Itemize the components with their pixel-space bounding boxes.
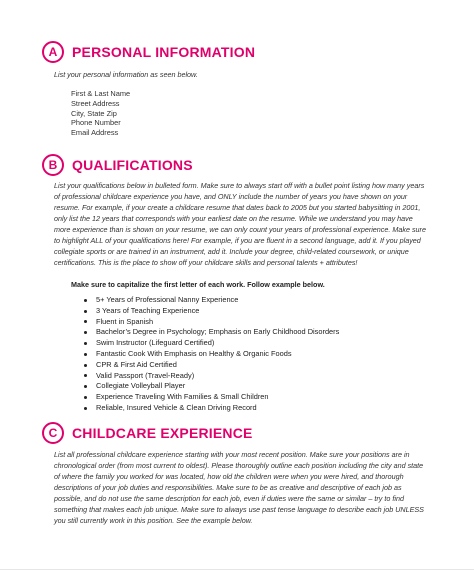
section-c-badge: C <box>42 422 64 444</box>
bullet-icon <box>84 342 87 345</box>
experience-body: List all professional childcare experience starting with your most recent position. Make sure your positions are in chronological order (from most current to oldest). Please thoroughly outline each position including the city and state of where the family you worked for was located, how old the children were when you were hired, and thorough descriptions of your job duties and responsibilities. Make sure to be as creative and descriptive of each job as possible, and do not use the same description for each job, even if duties were the same or similar – try to find something that makes each job unique. Make sure to always use past tense language to describe each job UNLESS you still currently work in this position. See the example below. <box>54 450 424 525</box>
bullet-icon <box>84 364 87 367</box>
list-item: Fantastic Cook With Emphasis on Healthy & Organic Foods <box>84 349 339 360</box>
bullet-icon <box>84 396 87 399</box>
list-item: 3 Years of Teaching Experience <box>84 306 339 317</box>
bullet-icon <box>84 299 87 302</box>
field-phone: Phone Number <box>71 118 121 128</box>
list-item: CPR & First Aid Certified <box>84 360 339 371</box>
list-item: Fluent in Spanish <box>84 317 339 328</box>
section-b-header <box>42 154 193 176</box>
qualifications-list <box>84 295 339 414</box>
bullet-icon <box>84 353 87 356</box>
bullet-icon <box>84 331 87 334</box>
section-b-title: QUALIFICATIONS <box>72 157 193 173</box>
section-a-header <box>42 41 255 63</box>
list-item: Experience Traveling With Families & Small Children <box>84 392 339 403</box>
field-city: City, State Zip <box>71 108 117 118</box>
field-email: Email Address <box>71 128 119 138</box>
section-a-badge: A <box>42 41 64 63</box>
bullet-icon <box>84 374 87 377</box>
list-item: Bachelor’s Degree in Psychology; Emphasis on Early Childhood Disorders <box>84 327 339 338</box>
section-c-title: CHILDCARE EXPERIENCE <box>72 425 253 441</box>
field-street: Street Address <box>71 98 120 108</box>
bullet-icon <box>84 310 87 313</box>
personal-fields <box>71 89 130 138</box>
list-item: Valid Passport (Travel-Ready) <box>84 371 339 382</box>
section-b-badge: B <box>42 154 64 176</box>
personal-intro: List your personal information as seen below. <box>54 70 198 79</box>
list-item: 5+ Years of Professional Nanny Experience <box>84 295 339 306</box>
field-name: First & Last Name <box>71 89 131 98</box>
bullet-icon <box>84 407 87 410</box>
list-item: Collegiate Volleyball Player <box>84 381 339 392</box>
list-item: Reliable, Insured Vehicle & Clean Driving Record <box>84 403 339 414</box>
bullet-icon <box>84 320 87 323</box>
list-item: Swim Instructor (Lifeguard Certified) <box>84 338 339 349</box>
section-a-title: PERSONAL INFORMATION <box>72 44 256 60</box>
qualifications-body: List your qualifications below in bulleted form. Make sure to always start off with a bullet point listing how many years of professional childcare experience you have, and ONLY include the number of years you have shown on your resume. For example, if your create a childcare resume that dates back to 2005 but you started babysitting in 2001, only list the 12 years that corresponds with your earliest date on the resume. While we understand you may have more experience than is shown on your resume, we can only count your years of professional experience. Make sure to highlight ALL of your qualifications here! For example, if you are fluent in a second language, add it. If you played collegiate sports or are trained in an instrument, add it. Include your degree, child-related coursework, or unique certifications. This is the place to show off your childcare skills and personal talents + attributes! <box>54 181 426 267</box>
qualifications-note: Make sure to capitalize the first letter of each work. Follow example below. <box>71 280 325 289</box>
section-c-header <box>42 422 253 444</box>
bullet-icon <box>84 385 87 388</box>
page-divider <box>0 569 474 570</box>
